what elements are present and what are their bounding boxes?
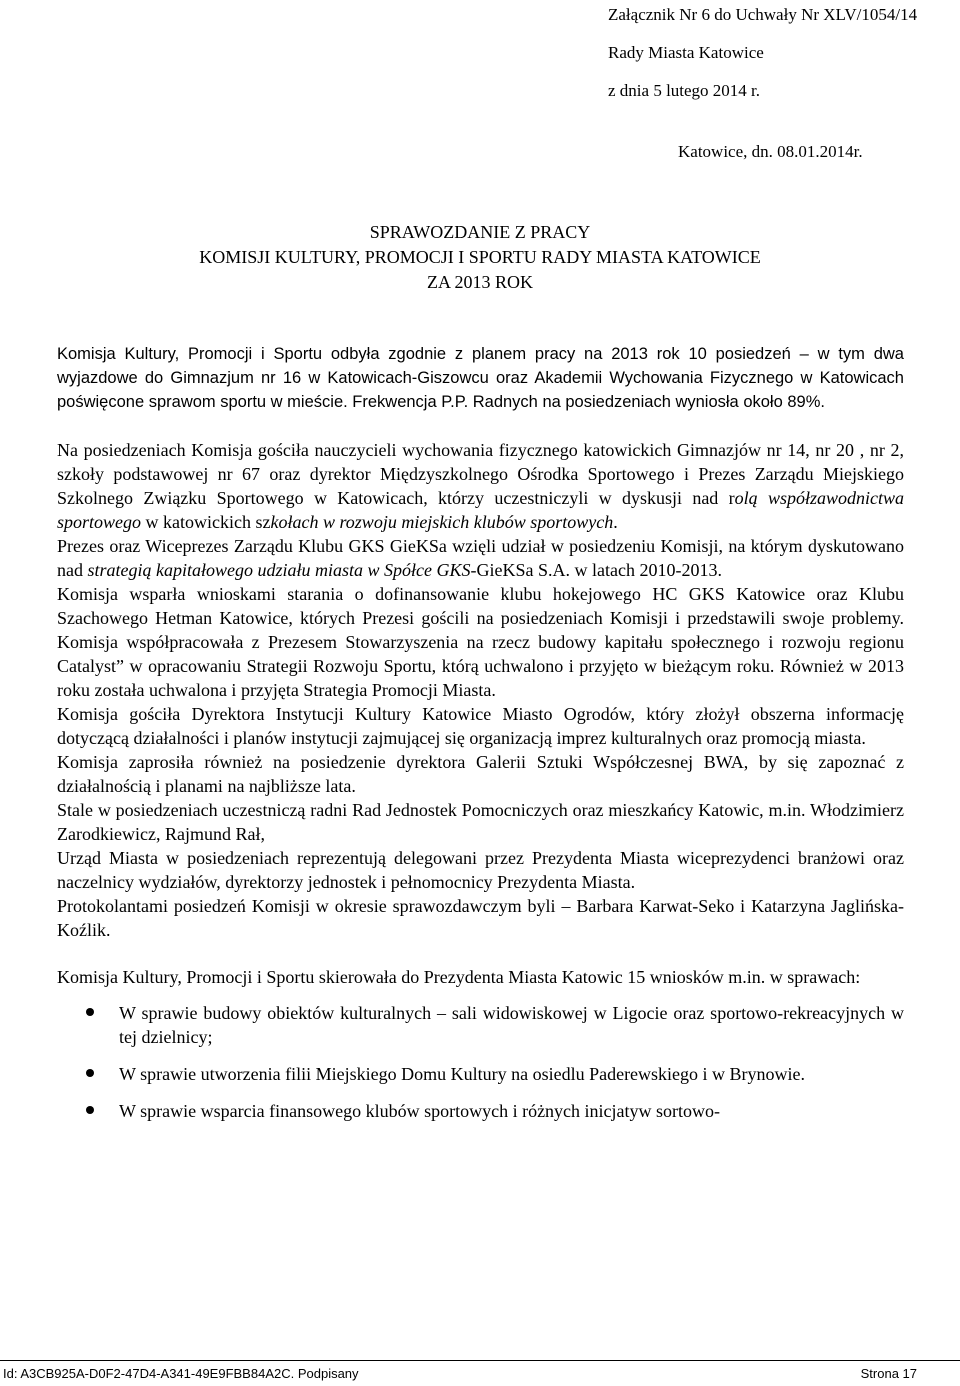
paragraph-guests	[57, 438, 904, 534]
bullet-icon	[86, 1106, 94, 1114]
header-line-2: Rady Miasta Katowice	[608, 43, 764, 62]
paragraph-motions: Komisja Kultury, Promocji i Sportu skierowała do Prezydenta Miasta Katowic 15 wniosków m.in. w sprawach:	[57, 967, 861, 987]
document-title	[0, 220, 960, 295]
list-item	[57, 1001, 904, 1049]
header-line-1: Załącznik Nr 6 do Uchwały Nr XLV/1054/14	[608, 5, 918, 24]
document-date: Katowice, dn. 08.01.2014r.	[678, 142, 863, 161]
title-line-2: KOMISJI KULTURY, PROMOCJI I SPORTU RADY MIASTA KATOWICE	[199, 247, 761, 267]
paragraph-guests-text-2: w katowickich sz	[141, 512, 271, 532]
list-item	[57, 1099, 904, 1123]
paragraph-gallery: Komisja zaprosiła również na posiedzenie dyrektora Galerii Sztuki Współczesnej BWA, by się zapoznać z działalnością i planami na najbliższe lata.	[57, 752, 904, 796]
list-item-text: W sprawie wsparcia finansowego klubów sportowych i różnych inicjatyw sortowo-	[119, 1101, 721, 1121]
attachment-header	[608, 0, 948, 114]
paragraph-guests-italic-1: olą współzawodnictwa sportowego	[57, 488, 904, 532]
title-line-3: ZA 2013 ROK	[426, 272, 533, 292]
paragraph-gks	[57, 534, 904, 582]
paragraph-gks-text-2: -GieKSa S.A. w latach 2010-2013.	[470, 560, 722, 580]
document-body	[57, 342, 904, 1136]
paragraph-gks-italic: strategią kapitałowego udziału miasta w Spółce GKS	[87, 560, 471, 580]
title-line-1: SPRAWOZDANIE Z PRACY	[369, 222, 591, 242]
header-line-3: z dnia 5 lutego 2014 r.	[608, 81, 761, 100]
page-number: Strona 17	[860, 1366, 917, 1381]
list-item-text: W sprawie utworzenia filii Miejskiego Domu Kultury na osiedlu Paderewskiego i w Brynowie.	[119, 1064, 806, 1084]
list-item	[57, 1062, 904, 1086]
intro-paragraph: Komisja Kultury, Promocji i Sportu odbyła zgodnie z planem pracy na 2013 rok 10 posiedzeń – w tym dwa wyjazdowe do Gimnazjum nr 16 w Katowicach-Giszowcu oraz Akademii Wychowania Fizycznego w Katowicach poświęcone sprawom sportu w mieście. Frekwencja P.P. Radnych na posiedzeniach wyniosła około 89%.	[57, 345, 904, 411]
paragraph-gks-text-1: Prezes oraz Wiceprezes Zarządu Klubu GKS GieKSa wzięli udział w posiedzeniu Komisji, na którym dyskutowano nad	[57, 536, 904, 580]
paragraph-minutes: Protokolantami posiedzeń Komisji w okresie sprawozdawczym byli – Barbara Karwat-Seko i Katarzyna Jaglińska-Koźlik.	[57, 896, 904, 940]
paragraph-guests-text-1: Na posiedzeniach Komisja gościła nauczycieli wychowania fizycznego katowickich Gimnazjów nr 14, nr 20 , nr 2, szkoły podstawowej nr 67 oraz dyrektor Międzyszkolnego Ośrodka Sportowego i Prezes Zarządu Miejskiego Szkolnego Związku Sportowego w Katowicach, którzy uczestniczyli w dyskusji nad r	[57, 440, 904, 508]
paragraph-guests-italic-2: kołach w rozwoju miejskich klubów sportowych	[270, 512, 614, 532]
paragraph-support: Komisja wsparła wnioskami starania o dofinansowanie klubu hokejowego HC GKS Katowice oraz Klubu Szachowego Hetman Katowice, których Prezesi gościli na posiedzeniach Komisji i przedstawili swoje problemy. Komisja współpracowała z Prezesem Stowarzyszenia na rzecz budowy kapitału społecznego i rozwoju regionu Catalyst” w opracowaniu Strategii Rozwoju Sportu, którą uchwalono i przyjęto w bieżącym roku. Również w 2013 roku została uchwalona i przyjęta Strategia Promocji Miasta.	[57, 584, 904, 700]
paragraph-city-office: Urząd Miasta w posiedzeniach reprezentują delegowani przez Prezydenta Miasta wiceprezydenci branżowi oraz naczelnicy wydziałów, dyrektorzy jednostek i pełnomocnicy Prezydenta Miasta.	[57, 848, 904, 892]
bullet-icon	[86, 1069, 94, 1077]
bullet-icon	[86, 1008, 94, 1016]
paragraph-institution: Komisja gościła Dyrektora Instytucji Kultury Katowice Miasto Ogrodów, który złożył obszerna informację dotyczącą działalności i planów instytucji zajmującej się organizacją imprez kulturalnych oraz promocją miasta.	[57, 704, 904, 748]
document-id: Id: A3CB925A-D0F2-47D4-A341-49E9FBB84A2C. Podpisany	[3, 1366, 359, 1381]
page-footer	[0, 1360, 960, 1385]
list-item-text: W sprawie budowy obiektów kulturalnych – sali widowiskowej w Ligocie oraz sportowo-rekreacyjnych w tej dzielnicy;	[119, 1003, 904, 1047]
paragraph-guests-text-3: .	[613, 512, 618, 532]
motions-list	[57, 1001, 904, 1123]
paragraph-attendees: Stale w posiedzeniach uczestniczą radni Rad Jednostek Pomocniczych oraz mieszkańcy Katowic, m.in. Włodzimierz Zarodkiewicz, Rajmund Rał,	[57, 800, 904, 844]
